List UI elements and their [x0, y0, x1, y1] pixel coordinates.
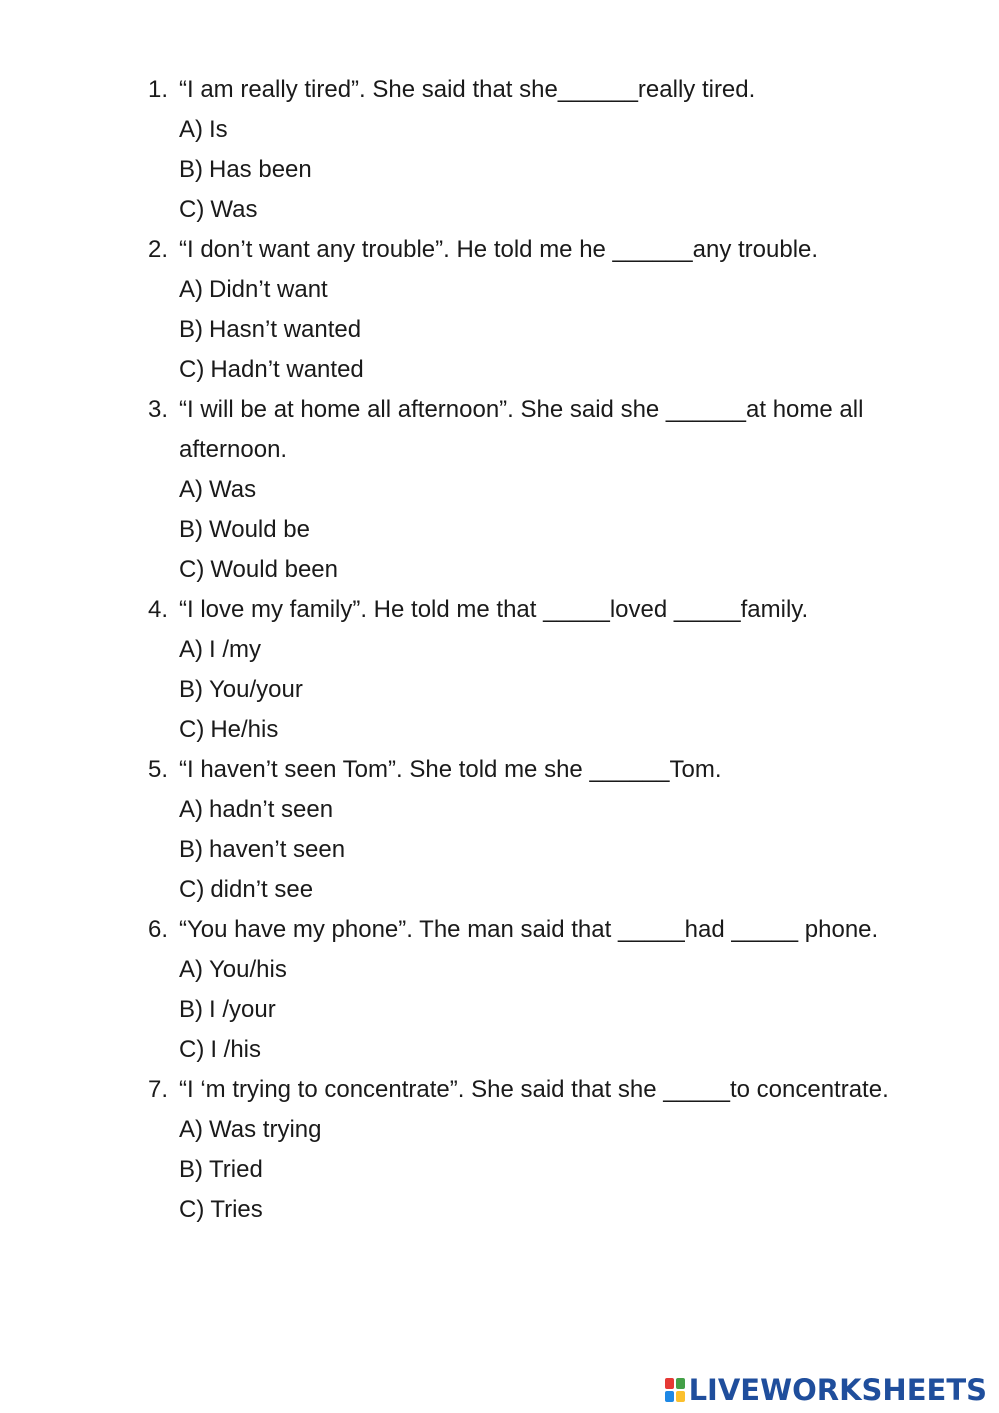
question-number: 6.: [148, 916, 169, 943]
option-text: I /your: [209, 996, 276, 1023]
question-text: “I will be at home all afternoon”. She said she ______at home all afternoon.: [179, 396, 864, 463]
option-a[interactable]: [179, 630, 908, 670]
logo-square-green: [676, 1378, 685, 1389]
question-text: “I ‘m trying to concentrate”. She said that she _____to concentrate.: [179, 1076, 889, 1103]
option-c[interactable]: [179, 710, 908, 750]
question-7: [148, 1070, 908, 1230]
option-text: Would be: [209, 516, 310, 543]
question-number: 5.: [148, 756, 169, 783]
option-text: I /his: [210, 1036, 262, 1063]
question-text: “I don’t want any trouble”. He told me he ______any trouble.: [179, 236, 819, 263]
option-letter: B): [179, 836, 203, 863]
option-a[interactable]: [179, 270, 908, 310]
option-letter: B): [179, 156, 203, 183]
question-number: 7.: [148, 1076, 169, 1103]
option-letter: A): [179, 636, 203, 663]
question-text: “I am really tired”. She said that she______really tired.: [179, 76, 756, 103]
option-text: Tries: [210, 1196, 263, 1223]
option-letter: B): [179, 1156, 203, 1183]
option-a[interactable]: [179, 470, 908, 510]
question-number: 4.: [148, 596, 169, 623]
option-letter: A): [179, 476, 203, 503]
option-text: haven’t seen: [209, 836, 346, 863]
question-1: [148, 70, 908, 230]
option-text: Would been: [210, 556, 338, 583]
option-letter: C): [179, 556, 205, 583]
logo-square-yellow: [676, 1391, 685, 1402]
worksheet: [148, 70, 908, 1230]
option-text: Has been: [209, 156, 312, 183]
option-letter: C): [179, 196, 205, 223]
option-letter: B): [179, 996, 203, 1023]
question-text: “I love my family”. He told me that _____loved _____family.: [179, 596, 809, 623]
option-text: You/your: [209, 676, 303, 703]
option-text: Hadn’t wanted: [210, 356, 364, 383]
question-3: [148, 390, 908, 590]
option-letter: A): [179, 116, 203, 143]
question-text: “You have my phone”. The man said that _____had _____ phone.: [179, 916, 879, 943]
option-b[interactable]: [179, 150, 908, 190]
option-letter: A): [179, 1116, 203, 1143]
option-text: Tried: [209, 1156, 263, 1183]
liveworksheets-logo-icon: [664, 1377, 686, 1403]
option-b[interactable]: [179, 830, 908, 870]
brand-name: LIVEWORKSHEETS: [688, 1373, 987, 1407]
option-text: You/his: [209, 956, 287, 983]
option-letter: B): [179, 316, 203, 343]
question-2: [148, 230, 908, 390]
option-letter: C): [179, 356, 205, 383]
option-text: Was trying: [209, 1116, 322, 1143]
option-letter: C): [179, 716, 205, 743]
option-text: He/his: [210, 716, 279, 743]
option-c[interactable]: [179, 190, 908, 230]
question-number: 3.: [148, 396, 169, 423]
liveworksheets-brand[interactable]: [664, 1373, 987, 1407]
option-a[interactable]: [179, 950, 908, 990]
option-text: Didn’t want: [209, 276, 328, 303]
option-text: Was: [210, 196, 258, 223]
option-b[interactable]: [179, 310, 908, 350]
option-a[interactable]: [179, 1110, 908, 1150]
option-text: Hasn’t wanted: [209, 316, 362, 343]
question-6: [148, 910, 908, 1070]
option-letter: C): [179, 1036, 205, 1063]
logo-square-red: [665, 1378, 674, 1389]
option-b[interactable]: [179, 510, 908, 550]
option-c[interactable]: [179, 1190, 908, 1230]
question-number: 1.: [148, 76, 169, 103]
option-letter: A): [179, 956, 203, 983]
option-letter: C): [179, 1196, 205, 1223]
question-number: 2.: [148, 236, 169, 263]
option-letter: B): [179, 516, 203, 543]
option-a[interactable]: [179, 790, 908, 830]
option-letter: C): [179, 876, 205, 903]
option-text: Was: [209, 476, 257, 503]
option-c[interactable]: [179, 550, 908, 590]
option-c[interactable]: [179, 870, 908, 910]
option-letter: A): [179, 796, 203, 823]
option-letter: B): [179, 676, 203, 703]
logo-square-blue: [665, 1391, 674, 1402]
option-c[interactable]: [179, 350, 908, 390]
option-text: I /my: [209, 636, 261, 663]
option-a[interactable]: [179, 110, 908, 150]
option-b[interactable]: [179, 990, 908, 1030]
option-letter: A): [179, 276, 203, 303]
question-4: [148, 590, 908, 750]
option-b[interactable]: [179, 1150, 908, 1190]
option-c[interactable]: [179, 1030, 908, 1070]
question-text: “I haven’t seen Tom”. She told me she ______Tom.: [179, 756, 722, 783]
option-text: didn’t see: [210, 876, 314, 903]
option-text: hadn’t seen: [209, 796, 334, 823]
question-5: [148, 750, 908, 910]
option-b[interactable]: [179, 670, 908, 710]
option-text: Is: [209, 116, 228, 143]
